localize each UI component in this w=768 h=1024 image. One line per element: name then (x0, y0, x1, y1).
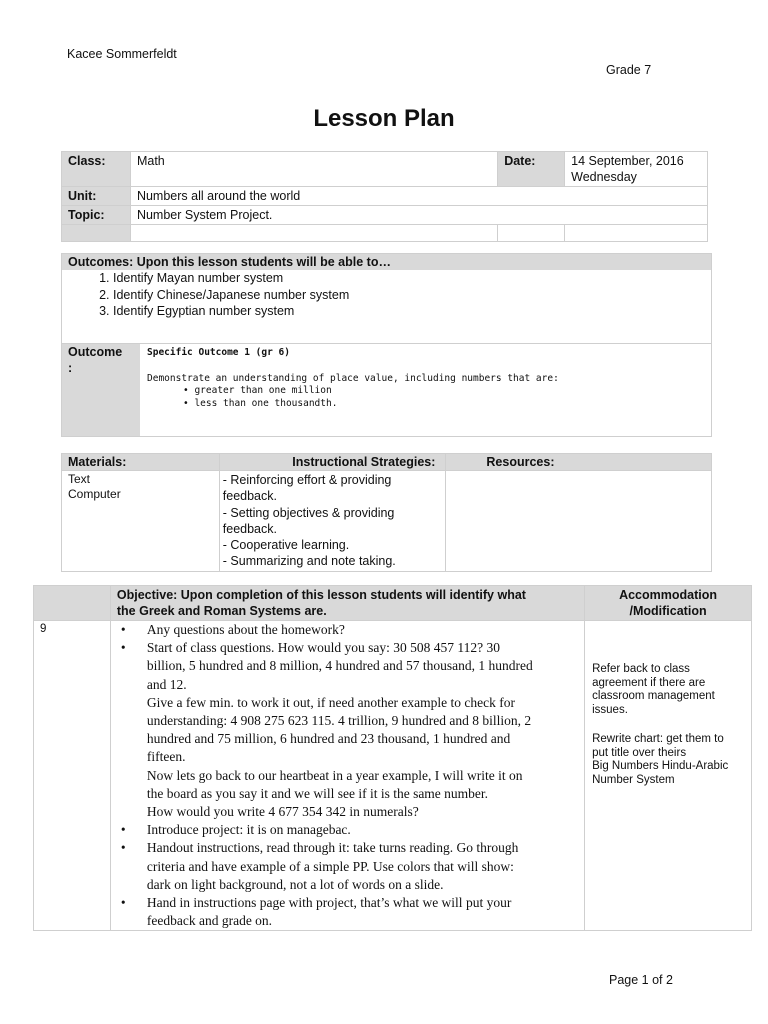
accommodation-heading-line: /Modification (629, 604, 707, 618)
material-item: Computer (68, 487, 121, 501)
time-cell: 9 (34, 621, 111, 931)
procedure-line: • Any questions about the homework? (146, 622, 345, 637)
strategy-line: feedback. (222, 521, 277, 536)
accommodation-line: Refer back to class (592, 663, 690, 675)
grade-label: Grade 7 (606, 63, 652, 77)
date-line-1: 14 September, 2016 (571, 154, 684, 168)
accommodation-line: agreement if there are (592, 676, 706, 689)
class-value: Math (130, 152, 497, 187)
procedure-line: • Handout instructions, read through it: take turns reading. Go through (146, 840, 519, 856)
accommodation-heading (585, 586, 752, 621)
specific-outcome-body (140, 344, 711, 436)
procedure-item (118, 839, 578, 894)
topic-label: Topic: (62, 206, 131, 225)
accommodation-line: Number System (592, 773, 675, 786)
objective-heading-line: Objective: Upon completion of this lesson students will identify what (116, 588, 526, 602)
procedure-list (118, 621, 578, 930)
strategies-list (219, 471, 446, 572)
procedure-line: dark on light background, not a lot of words on a slide. (146, 876, 444, 892)
lesson-info-table (61, 151, 708, 242)
empty-cell (498, 225, 565, 242)
strategy-line: - Setting objectives & providing (222, 505, 395, 520)
strategy-line: - Cooperative learning. (222, 538, 350, 553)
procedure-line: How would you write 4 677 354 342 in numerals? (146, 804, 419, 820)
date-label: Date: (498, 152, 565, 187)
procedure-line: Give a few min. to work it out, if need another example to check for (146, 694, 516, 710)
outcomes-list (62, 270, 711, 343)
accommodation-cell (585, 621, 752, 931)
procedure-line: fifteen. (146, 749, 186, 765)
empty-cell (130, 225, 497, 242)
procedure-line: feedback and grade on. (146, 913, 273, 929)
accommodation-line: issues. (592, 703, 628, 716)
time-header (34, 586, 111, 621)
outcomes-heading: Outcomes: Upon this lesson students will be able to… (62, 254, 711, 270)
material-item: Text (68, 472, 91, 486)
accommodation-line: classroom management (592, 690, 715, 702)
outcome-label-line: Outcome (68, 345, 123, 359)
strategy-line: - Reinforcing effort & providing (222, 473, 392, 487)
specific-point: • greater than one million (183, 385, 332, 396)
unit-label: Unit: (62, 187, 131, 206)
procedure-item (118, 894, 578, 930)
specific-outcome-text: Demonstrate an understanding of place value, including numbers that are: (147, 372, 559, 384)
accommodation-line: Rewrite chart: get them to (592, 733, 724, 745)
procedure-line: • Introduce project: it is on managebac. (146, 822, 351, 838)
objective-heading-line: the Greek and Roman Systems are. (116, 604, 327, 618)
topic-value: Number System Project. (130, 206, 707, 225)
procedure-line: Now lets go back to our heartbeat in a year example, I will write it on (146, 767, 523, 783)
procedure-line: and 12. (146, 676, 187, 692)
accommodation-line: put title over theirs (592, 746, 687, 759)
outcome-label (62, 344, 140, 436)
procedure-line: criteria and have example of a simple PP. Use colors that will show: (146, 858, 514, 874)
specific-outcome-points (147, 385, 704, 410)
materials-label: Materials: (62, 454, 220, 471)
procedure-line: • Hand in instructions page with project, that’s what we will put your (146, 895, 512, 911)
procedure-line: billion, 5 hundred and 8 million, 4 hundred and 57 thousand, 1 hundred (146, 658, 533, 674)
empty-cell (565, 225, 708, 242)
procedure-line: the board as you say it and we will see if it is the same number. (146, 785, 489, 801)
materials-list (62, 471, 220, 572)
outcome-item: 3. Identify Egyptian number system (113, 303, 711, 320)
strategies-label: Instructional Strategies: (219, 454, 446, 471)
empty-cell (62, 225, 131, 242)
accommodation-heading-line: Accommodation (619, 588, 718, 602)
procedure-line: hundred and 75 million, 6 hundred and 23 thousand, 1 hundred and (146, 731, 511, 747)
accommodation-note (592, 663, 744, 717)
date-value (565, 152, 708, 187)
procedure-line: • Start of class questions. How would you say: 30 508 457 112? 30 (146, 640, 500, 656)
date-line-2: Wednesday (571, 170, 637, 184)
specific-outcome-title: Specific Outcome 1 (gr 6) (147, 347, 290, 358)
materials-table (61, 453, 712, 572)
procedure-item (118, 821, 578, 839)
specific-point: • less than one thousandth. (183, 397, 338, 409)
procedure-line: understanding: 4 908 275 623 115. 4 trillion, 9 hundred and 8 billion, 2 (146, 713, 532, 729)
specific-outcome-row (62, 343, 711, 436)
objective-heading (110, 586, 584, 621)
resources-label: Resources: (446, 454, 712, 471)
strategy-line: - Summarizing and note taking. (222, 554, 396, 569)
procedure-cell (110, 621, 584, 931)
outcome-item: 2. Identify Chinese/Japanese number system (113, 287, 711, 304)
outcome-item: 1. Identify Mayan number system (113, 270, 711, 287)
outcome-label-line: : (68, 361, 73, 375)
procedure-item (118, 621, 578, 639)
author-name: Kacee Sommerfeldt (67, 47, 177, 61)
page-title: Lesson Plan (313, 105, 455, 132)
page-number: Page 1 of 2 (609, 973, 673, 987)
objective-table (33, 585, 752, 931)
class-label: Class: (62, 152, 131, 187)
procedure-item (118, 639, 578, 821)
resources-cell (446, 471, 712, 572)
unit-value: Numbers all around the world (130, 187, 707, 206)
strategy-line: feedback. (222, 489, 277, 504)
outcomes-section (61, 253, 712, 437)
accommodation-note (592, 733, 744, 787)
accommodation-line: Big Numbers Hindu-Arabic (592, 760, 729, 772)
